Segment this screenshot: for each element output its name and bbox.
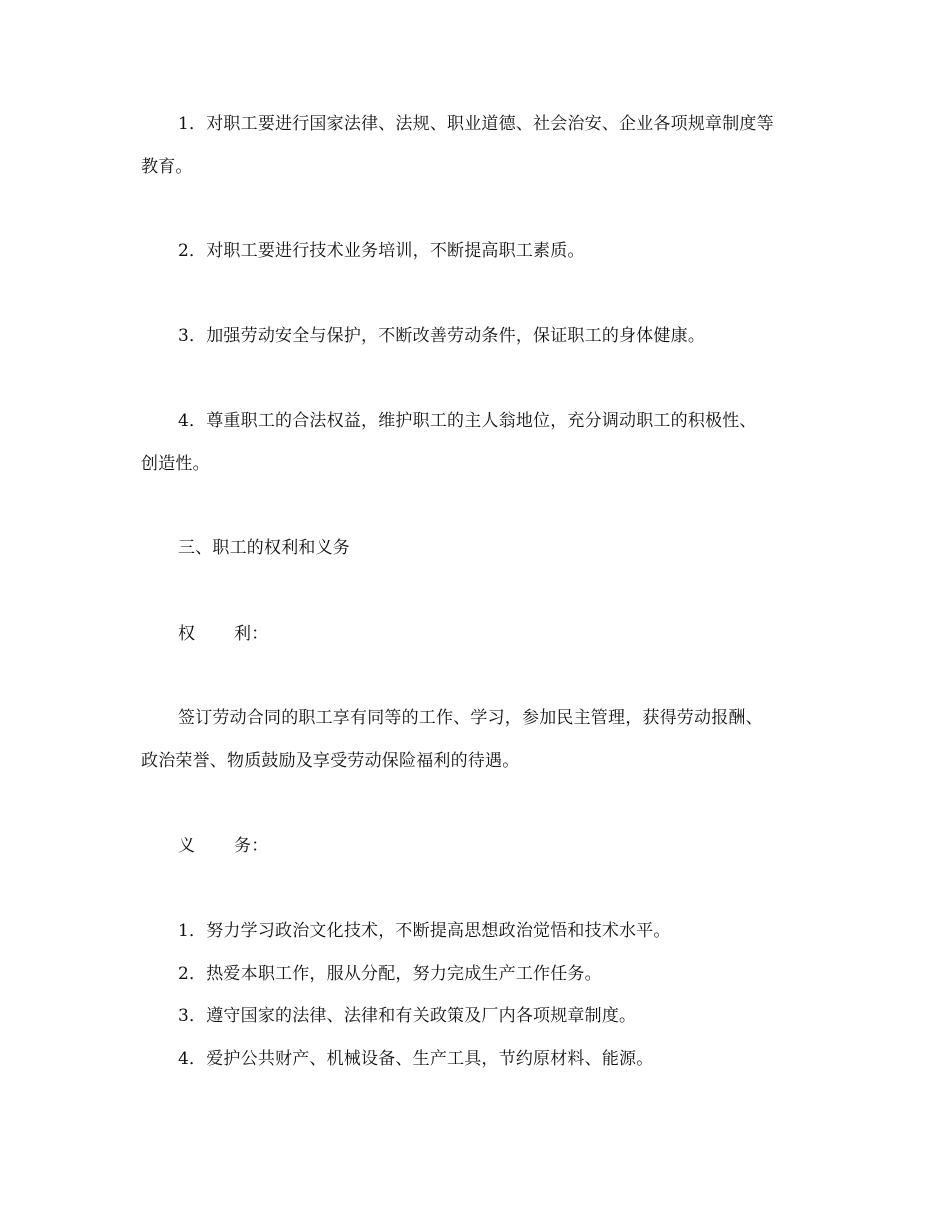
employee-duty-4: 4．爱护公共财产、机械设备、生产工具，节约原材料、能源。 bbox=[178, 1049, 654, 1069]
employer-duty-3: 3．加强劳动安全与保护，不断改善劳动条件，保证职工的身体健康。 bbox=[178, 326, 706, 346]
employer-duty-1-line2: 教育。 bbox=[141, 157, 193, 177]
employee-duty-3: 3．遵守国家的法律、法律和有关政策及厂内各项规章制度。 bbox=[178, 1006, 637, 1026]
rights-label-char1: 权 bbox=[178, 624, 196, 644]
duties-label-char2: 务： bbox=[234, 836, 269, 856]
duties-label bbox=[178, 834, 868, 858]
employee-duty-2: 2．热爱本职工作，服从分配，努力完成生产工作任务。 bbox=[178, 964, 602, 984]
employer-duty-4-line1: 4．尊重职工的合法权益，维护职工的主人翁地位，充分调动职工的积极性、 bbox=[178, 411, 757, 431]
rights-label bbox=[178, 622, 868, 646]
employer-duty-1-line1: 1．对职工要进行国家法律、法规、职业道德、社会治安、企业各项规章制度等 bbox=[178, 114, 774, 134]
rights-label-char2: 利： bbox=[234, 624, 269, 644]
employer-duty-4-line2: 创造性。 bbox=[141, 454, 210, 474]
rights-text-line1: 签订劳动合同的职工享有同等的工作、学习，参加民主管理，获得劳动报酬、 bbox=[178, 708, 763, 728]
employee-duty-1: 1．努力学习政治文化技术，不断提高思想政治觉悟和技术水平。 bbox=[178, 921, 671, 941]
duties-label-char1: 义 bbox=[178, 836, 196, 856]
rights-text-line2: 政治荣誉、物质鼓励及享受劳动保险福利的待遇。 bbox=[141, 751, 520, 771]
section-heading: 三、职工的权利和义务 bbox=[178, 538, 350, 558]
employer-duty-2: 2．对职工要进行技术业务培训，不断提高职工素质。 bbox=[178, 241, 585, 261]
